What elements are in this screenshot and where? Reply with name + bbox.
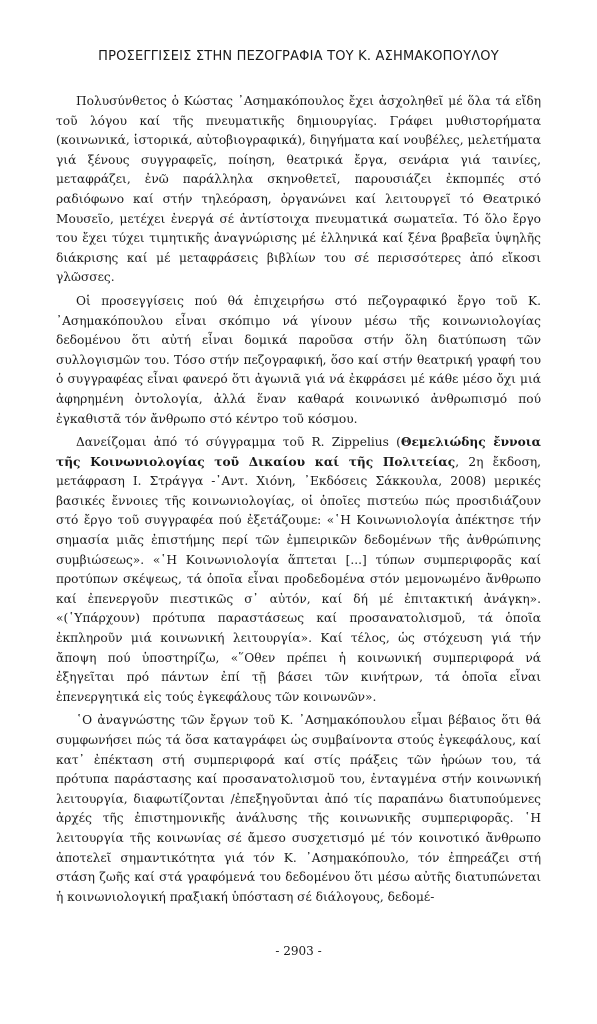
paragraph-2: Οἱ προσεγγίσεις πού θά ἐπιχειρήσω στό πεζογραφικό ἔργο τοῦ Κ. ᾿Ασημακόπουλου εἶναι σκόπιμο νά γίνουν μέσω τῆς κοινωνιολογίας δεδομένου ὅτι αὐτή εἶναι δομικά παροῦσα στήν ὅλη διατύπωση τῶν συλλογισμῶν του. Τόσο στήν πεζογραφική, ὅσο καί στήν θεατρική γραφή του ὁ συγγραφέας εἶναι φανερό ὅτι ἀγωνιᾶ γιά νά ἐκφράσει μέ κάθε μέσο ὄχι μιά ἀφηρημένη ὀντολογία, ἀλλά ἕναν καθαρά κοινωνικό ἀνθρωπισμό πού ἐγκαθιστᾶ τόν ἄνθρωπο στό κέντρο τοῦ κόσμου. — [56, 293, 541, 426]
paragraph-3 — [56, 433, 541, 707]
paragraph-3-rest: , 2η ἔκδοση, μετάφραση Ι. Στράγγα -᾿Αντ. Χιόνη, ᾿Εκδόσεις Σάκκουλα, 2008) μερικές βασικές ἔννοιες τῆς κοινωνιολογίας, οἱ ὁποῖες πιστεύω πώς προσιδιάζουν στό ἔργο τοῦ συγγραφέα πού ἐξετάζουμε: «῾Η Κοινωνιολογία ἀπέκτησε τήν σημασία μιᾶς ἐπιστήμης περί τῶν ἐμπειρικῶν δεδομένων τῆς ἀνθρώπινης συμβιώσεως». «῾Η Κοινωνιολογία ἅπτεται [...] τύπων συμπεριφορᾶς καί προτύπων σκέψεως, τά ὁποῖα εἶναι προδεδομένα στόν μεμονωμένο ἄνθρωπο καί ἐπενεργοῦν πιεστικῶς σ᾿ αὐτόν, καί δή μέ ἐπιτακτική ἀνάγκη». «(῾Υπάρχουν) πρότυπα παραστάσεως καί προσανατολισμοῦ, τά ὁποῖα ἐκπληροῦν μιά κοινωνική λειτουργία». Καί τέλος, ὡς στόχευση γιά τήν ἄποψη πού ὑποστηρίζω, «῞Οθεν πρέπει ἡ κοινωνική συμπεριφορά νά ἐξηγεῖται πρό πάντων ἐπί τῇ βάσει τῶν κινήτρων, τά ὁποῖα εἶναι ἐπενεργητικά εἰς τούς ἐγκεφάλους τῶν κοινωνῶν». — [56, 454, 542, 704]
running-header: ΠΡΟΣΕΓΓΙΣΕΙΣ ΣΤΗΝ ΠΕΖΟΓΡΑΦΙΑ ΤΟΥ Κ. ΑΣΗΜΑΚΟΠΟΥΛΟΥ — [98, 49, 499, 64]
page-number: - 2903 - — [275, 944, 322, 958]
paragraph-4: ῾Ο ἀναγνώστης τῶν ἔργων τοῦ Κ. ᾿Ασημακόπουλου εἶμαι βέβαιος ὅτι θά συμφωνήσει πώς τά ὅσα καταγράφει ὡς συμβαίνοντα στούς ἐγκεφάλους, καί κατ᾿ ἐπέκταση στή συμπεριφορά καί στίς πράξεις τῶν ἡρώων του, τά πρότυπα παράστασης καί προσανατολισμοῦ του, ἐνταγμένα στήν κοινωνική λειτουργία, διαφωτίζονται /ἐπεξηγοῦνται ἀπό τίς παραπάνω διατυπούμενες ἀρχές τῆς ἐπιστημονικῆς ἀνάλυσης τῆς κοινωνικῆς συμπεριφορᾶς. ῾Η λειτουργία τῆς κοινωνίας σέ ἄμεσο συσχετισμό μέ τόν κοινοτικό ἄνθρωπο ἀποτελεῖ σημαντικότητα γιά τόν Κ. ᾿Ασημακόπουλο, τόν ἐπηρεάζει στή στάση ζωῆς καί στά γραφόμενά του δεδομένου ὅτι μέσω αὐτῆς διατυπώνεται ἡ κοινωνιολογική πραξιακή ὑπόσταση σέ διάλογους, δεδομέ- — [56, 713, 541, 904]
body-text — [56, 92, 541, 911]
paragraph-3-intro: Δανείζομαι ἀπό τό σύγγραμμα τοῦ R. Zippelius ( — [76, 435, 401, 450]
cited-book-title: Θεμελιώδης ἔννοια τῆς Κοινωνιολογίας τοῦ Δικαίου καί τῆς Πολιτείας — [56, 435, 541, 469]
paragraph-1: Πολυσύνθετος ὁ Κώστας ᾿Ασημακόπουλος ἔχει ἀσχοληθεῖ μέ ὅλα τά εἴδη τοῦ λόγου καί τῆς πνευματικῆς δημιουργίας. Γράφει μυθιστορήματα (κοινωνικά, ἱστορικά, αὐτοβιογραφικά), διηγήματα καί νουβέλες, μελετήματα γιά ξένους συγγραφεῖς, ποίηση, θεατρικά ἔργα, σενάρια γιά ταινίες, μεταφράζει, ἐνῶ παράλληλα σκηνοθετεῖ, παρουσιάζει ἐκπομπές στό ραδιόφωνο καί στήν τηλεόραση, ὀργανώνει καί λειτουργεῖ τό Θεατρικό Μουσεῖο, μετέχει ἐνεργά σέ ἀντίστοιχα πνευματικά σωματεῖα. Τό ὅλο ἔργο του ἔχει τύχει τιμητικῆς ἀναγνώρισης μέ ἑλληνικά καί ξένα βραβεῖα ὑψηλῆς διάκρισης καί μέ μεταφράσεις βιβλίων του σέ περισσότερες ἀπό εἴκοσι γλῶσσες. — [56, 94, 541, 285]
